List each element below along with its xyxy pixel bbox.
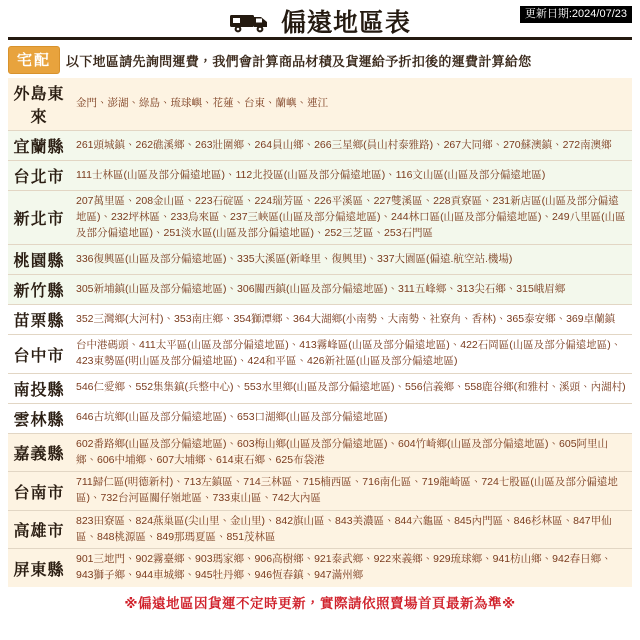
region-areas: 金門、澎湖、綠島、琉球嶼、花蓮、台東、蘭嶼、連江 (70, 78, 632, 131)
region-label: 外島東來 (8, 78, 70, 131)
region-areas: 111士林區(山區及部分偏遠地區)、112北投區(山區及部分偏遠地區)、116文山區(山區及部分偏遠地區) (70, 161, 632, 191)
region-label: 台北市 (8, 161, 70, 191)
region-label: 南投縣 (8, 373, 70, 403)
region-label: 新北市 (8, 191, 70, 245)
table-row (8, 335, 632, 374)
notice-text: 以下地區請先詢問運費，我們會計算商品材積及貨運給予折扣後的運費計算給您 (66, 53, 532, 69)
table-row (8, 305, 632, 335)
footer-note: ※偏遠地區因貨運不定時更新，實際請依照賣場首頁最新為準※ (124, 595, 516, 611)
region-label: 新竹縣 (8, 275, 70, 305)
table-row (8, 131, 632, 161)
table-row (8, 191, 632, 245)
notice-bar (8, 46, 632, 74)
region-areas: 602番路鄉(山區及部分偏遠地區)、603梅山鄉(山區及部分偏遠地區)、604竹崎鄉(山區及部分偏遠地區)、605阿里山鄉、606中埔鄉、607大埔鄉、614東石鄉、625布袋港 (70, 433, 632, 472)
region-areas: 352三灣鄉(大河村)、353南庄鄉、354獅潭鄉、364大湖鄉(小南勢、大南勢、社寮角、香林)、365泰安鄉、369卓蘭鎮 (70, 305, 632, 335)
table-row (8, 433, 632, 472)
region-label: 桃園縣 (8, 245, 70, 275)
region-areas: 646古坑鄉(山區及部分偏遠地區)、653口湖鄉(山區及部分偏遠地區) (70, 403, 632, 433)
region-label: 嘉義縣 (8, 433, 70, 472)
region-label: 雲林縣 (8, 403, 70, 433)
table-row (8, 549, 632, 587)
region-areas: 546仁愛鄉、552集集鎮(兵整中心)、553水里鄉(山區及部分偏遠地區)、556信義鄉、558鹿谷鄉(和雅村、溪頭、內湖村) (70, 373, 632, 403)
page-header (8, 6, 632, 40)
region-label: 屏東縣 (8, 549, 70, 587)
region-label: 台南市 (8, 472, 70, 511)
delivery-badge: 宅配 (8, 46, 60, 74)
table-row (8, 245, 632, 275)
region-label: 宜蘭縣 (8, 131, 70, 161)
table-row (8, 275, 632, 305)
region-areas: 711歸仁區(明德新村)、713左鎮區、714三林區、715楠西區、716南化區、719龍崎區、724七股區(山區及部分偏遠地區)、732台河區關仔嶺地區、733東山區、742大內區 (70, 472, 632, 511)
region-label: 台中市 (8, 335, 70, 374)
page-title: 偏遠地區表 (280, 9, 411, 37)
remote-area-table (8, 78, 632, 587)
update-date-badge: 更新日期:2024/07/23 (520, 6, 632, 23)
region-areas: 台中港碼頭、411太平區(山區及部分偏遠地區)、413霧峰區(山區及部分偏遠地區)、422石岡區(山區及部分偏遠地區)、423東勢區(明山區及部分偏遠地區)、424和平區、426新社區(山區及部分偏遠地區) (70, 335, 632, 374)
region-label: 苗栗縣 (8, 305, 70, 335)
table-body (8, 78, 632, 587)
region-areas: 305新埔鎮(山區及部分偏遠地區)、306關西鎮(山區及部分偏遠地區)、311五峰鄉、313尖石鄉、315峨眉鄉 (70, 275, 632, 305)
table-row (8, 472, 632, 511)
table-row (8, 161, 632, 191)
region-label: 高雄市 (8, 510, 70, 549)
region-areas: 207萬里區、208金山區、223石碇區、224瑞芳區、226平溪區、227雙溪區、228貢寮區、231新店區(山區及部分偏遠地區)、232坪林區、233烏來區、237三峽區(山區及部分偏遠地區)、244林口區(山區及部分偏遠地區)、249八里區(山區及部分偏遠地區)、251淡水區(山區及部分偏遠地區)、252三芝區、253石門區 (70, 191, 632, 245)
truck-icon (229, 9, 273, 33)
table-row (8, 373, 632, 403)
region-areas: 823田寮區、824燕巢區(尖山里、金山里)、842旗山區、843美濃區、844六龜區、845內門區、846杉林區、847甲仙區、848桃源區、849那瑪夏區、851茂林區 (70, 510, 632, 549)
table-row (8, 510, 632, 549)
table-row (8, 78, 632, 131)
region-areas: 901三地門、902霧臺鄉、903瑪家鄉、906高樹鄉、921泰武鄉、922來義鄉、929琉球鄉、941枋山鄉、942春日鄉、943獅子鄉、944車城鄉、945牡丹鄉、946恆春鎮、947滿州鄉 (70, 549, 632, 587)
region-areas: 261頭城鎮、262礁溪鄉、263壯圍鄉、264員山鄉、266三星鄉(員山村泰雅路)、267大同鄉、270蘇澳鎮、272南澳鄉 (70, 131, 632, 161)
region-areas: 336復興區(山區及部分偏遠地區)、335大溪區(新峰里、復興里)、337大園區(偏遠.航空站.機場) (70, 245, 632, 275)
table-row (8, 403, 632, 433)
